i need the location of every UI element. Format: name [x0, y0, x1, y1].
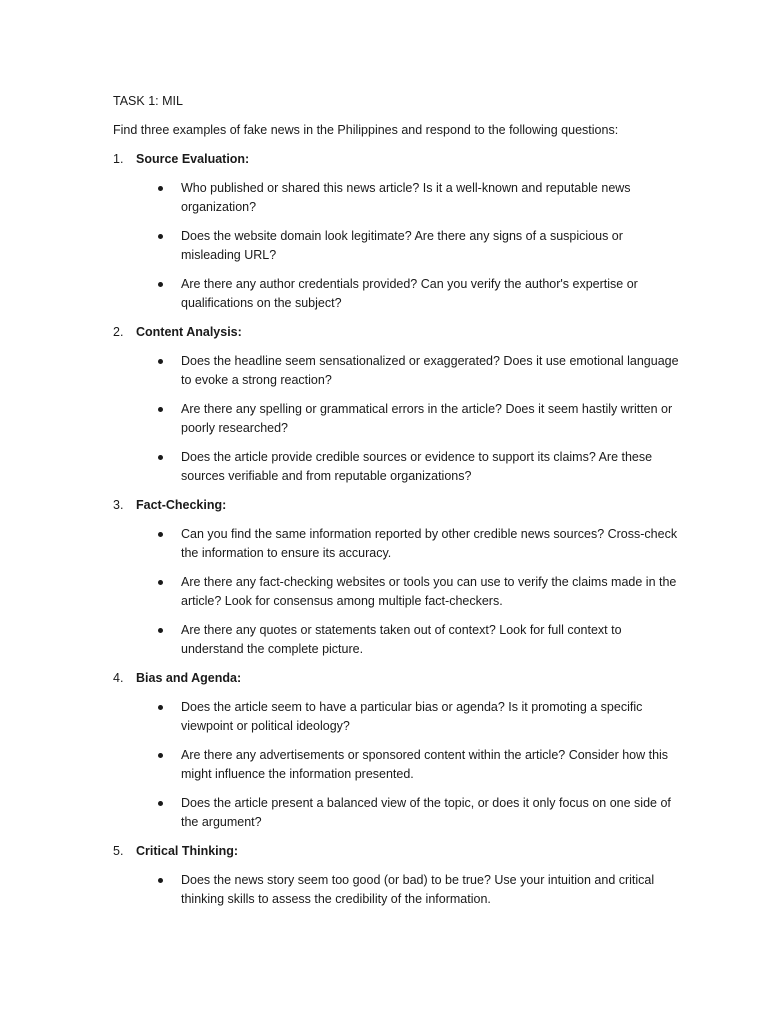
bullet-text: Does the news story seem too good (or bad) to be true? Use your intuition and critical thinking skills to assess the credibility of the information.: [181, 873, 655, 906]
bullet-text: Are there any fact-checking websites or tools you can use to verify the claims made in the article? Look for consensus among multiple fact-checkers.: [181, 575, 677, 608]
bullet-icon: [158, 871, 181, 909]
task-title: TASK 1: MIL: [113, 94, 183, 108]
list-item: [113, 573, 683, 611]
bullet-icon: [158, 227, 181, 265]
list-item: [113, 352, 683, 390]
list-item: [113, 871, 683, 909]
bullet-icon: [158, 179, 181, 217]
section-number: 5.: [113, 844, 124, 858]
section-title: Content Analysis:: [136, 325, 242, 339]
section-source-evaluation: [113, 150, 683, 313]
question-sections: [113, 150, 683, 919]
bullet-icon: [158, 746, 181, 784]
bullet-icon: [158, 275, 181, 313]
list-item: [113, 698, 683, 736]
bullet-list: [113, 698, 683, 832]
section-number: 2.: [113, 325, 124, 339]
bullet-icon: [158, 794, 181, 832]
list-item: [113, 179, 683, 217]
section-fact-checking: [113, 496, 683, 659]
bullet-icon: [158, 400, 181, 438]
section-heading: [113, 496, 683, 515]
section-number: 4.: [113, 671, 124, 685]
bullet-text: Who published or shared this news article? Is it a well-known and reputable news organization?: [181, 181, 631, 214]
list-item: [113, 525, 683, 563]
bullet-text: Does the headline seem sensationalized or exaggerated? Does it use emotional language to evoke a strong reaction?: [181, 354, 679, 387]
list-item: [113, 275, 683, 313]
list-item: [113, 400, 683, 438]
bullet-icon: [158, 698, 181, 736]
section-title: Fact-Checking:: [136, 498, 227, 512]
bullet-text: Are there any advertisements or sponsored content within the article? Consider how this might influence the information presented.: [181, 748, 669, 781]
section-heading: [113, 669, 683, 688]
section-heading: [113, 150, 683, 169]
bullet-list: [113, 525, 683, 659]
bullet-icon: [158, 352, 181, 390]
section-number: 3.: [113, 498, 124, 512]
bullet-text: Are there any quotes or statements taken out of context? Look for full context to understand the complete picture.: [181, 623, 622, 656]
bullet-text: Does the article provide credible sources or evidence to support its claims? Are these sources verifiable and from reputable organizations?: [181, 450, 653, 483]
section-title: Critical Thinking:: [136, 844, 239, 858]
bullet-text: Can you find the same information reported by other credible news sources? Cross-check the information to ensure its accuracy.: [181, 527, 678, 560]
section-title: Source Evaluation:: [136, 152, 250, 166]
section-critical-thinking: [113, 842, 683, 909]
bullet-text: Does the website domain look legitimate? Are there any signs of a suspicious or misleading URL?: [181, 229, 623, 262]
list-item: [113, 227, 683, 265]
section-heading: [113, 323, 683, 342]
bullet-text: Does the article seem to have a particular bias or agenda? Is it promoting a specific viewpoint or political ideology?: [181, 700, 643, 733]
bullet-list: [113, 352, 683, 486]
list-item: [113, 794, 683, 832]
section-heading: [113, 842, 683, 861]
bullet-text: Are there any author credentials provided? Can you verify the author's expertise or qualifications on the subject?: [181, 277, 638, 310]
bullet-text: Are there any spelling or grammatical errors in the article? Does it seem hastily written or poorly researched?: [181, 402, 673, 435]
bullet-icon: [158, 525, 181, 563]
bullet-icon: [158, 573, 181, 611]
bullet-list: [113, 179, 683, 313]
list-item: [113, 621, 683, 659]
bullet-icon: [158, 448, 181, 486]
bullet-text: Does the article present a balanced view of the topic, or does it only focus on one side of the argument?: [181, 796, 671, 829]
list-item: [113, 746, 683, 784]
section-number: 1.: [113, 152, 124, 166]
bullet-icon: [158, 621, 181, 659]
section-content-analysis: [113, 323, 683, 486]
section-bias-and-agenda: [113, 669, 683, 832]
bullet-list: [113, 871, 683, 909]
section-title: Bias and Agenda:: [136, 671, 242, 685]
intro-paragraph: Find three examples of fake news in the Philippines and respond to the following questions:: [113, 123, 619, 137]
list-item: [113, 448, 683, 486]
